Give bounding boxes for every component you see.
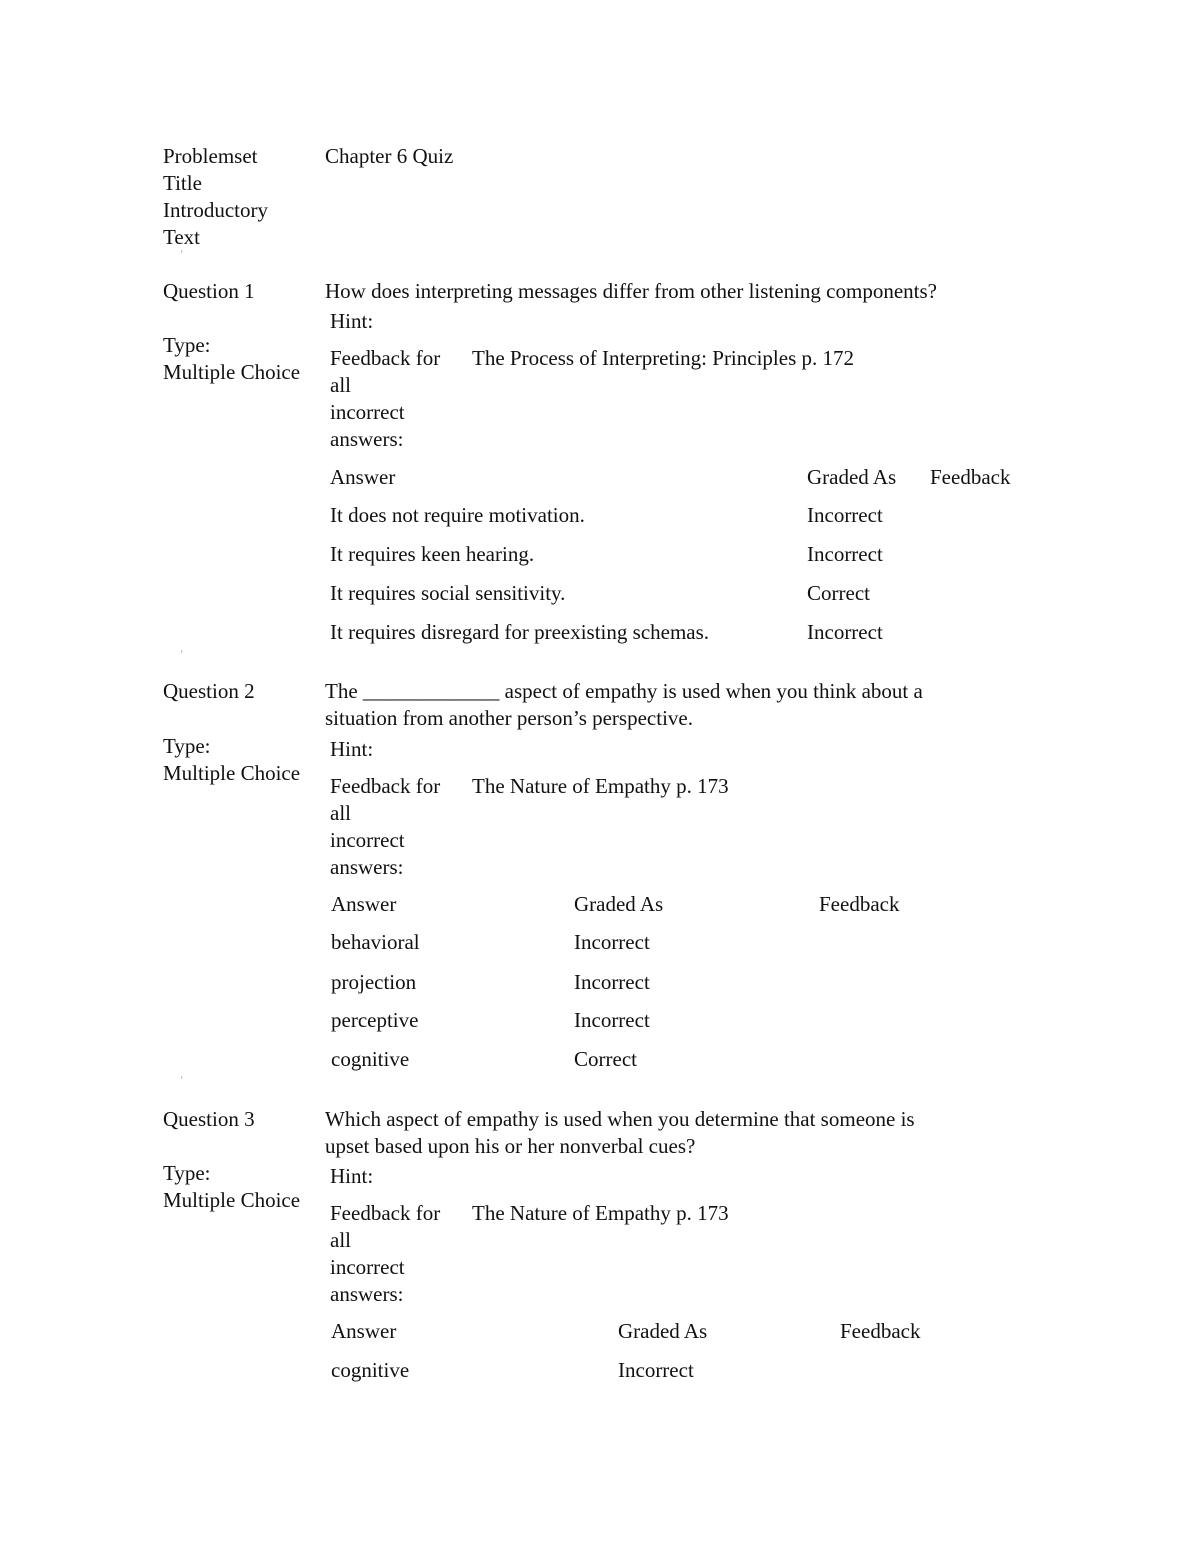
page-mark: ' — [181, 1075, 183, 1085]
col-graded-header: Graded As — [574, 892, 664, 916]
graded-as: Incorrect — [807, 620, 883, 644]
answer-text: cognitive — [331, 1358, 410, 1382]
col-answer-header: Answer — [331, 892, 397, 916]
hint-label: Hint: — [330, 737, 374, 761]
question-text: The _____________ aspect of empathy is used when you think about a situation from another person’s perspective. — [325, 679, 923, 730]
answer-text: perceptive — [331, 1008, 419, 1032]
answer-text: It requires keen hearing. — [330, 542, 535, 566]
graded-as: Correct — [807, 581, 870, 605]
col-answer-header: Answer — [331, 1319, 397, 1343]
col-feedback-header: Feedback — [819, 892, 900, 916]
question-type-value: Multiple Choice — [163, 761, 301, 785]
feedback-value: The Nature of Empathy p. 173 — [472, 1201, 729, 1225]
feedback-label: Feedback for all incorrect answers: — [330, 774, 441, 879]
answer-text: projection — [331, 970, 417, 994]
graded-as: Correct — [574, 1047, 637, 1071]
answer-text: cognitive — [331, 1047, 410, 1071]
question-label: Question 1 — [163, 279, 255, 303]
page-mark: ' — [181, 649, 183, 659]
col-feedback-header: Feedback — [840, 1319, 921, 1343]
answer-text: It requires social sensitivity. — [330, 581, 566, 605]
feedback-label: Feedback for all incorrect answers: — [330, 1201, 441, 1306]
graded-as: Incorrect — [574, 1008, 650, 1032]
problemset-title-value: Chapter 6 Quiz — [325, 144, 454, 168]
feedback-value: The Nature of Empathy p. 173 — [472, 774, 729, 798]
hint-label: Hint: — [330, 1164, 374, 1188]
question-type-label: Type: — [163, 1161, 211, 1185]
graded-as: Incorrect — [574, 930, 650, 954]
feedback-label: Feedback for all incorrect answers: — [330, 346, 441, 451]
graded-as: Incorrect — [574, 970, 650, 994]
col-graded-header: Graded As — [807, 465, 897, 489]
page-mark: ' — [181, 249, 183, 259]
question-label: Question 3 — [163, 1107, 255, 1131]
answer-text: It requires disregard for preexisting schemas. — [330, 620, 710, 644]
graded-as: Incorrect — [807, 503, 883, 527]
feedback-value: The Process of Interpreting: Principles p. 172 — [472, 346, 854, 370]
question-label: Question 2 — [163, 679, 255, 703]
problemset-title-label: Problemset Title Introductory Text — [163, 144, 268, 249]
graded-as: Incorrect — [807, 542, 883, 566]
question-type-value: Multiple Choice — [163, 1188, 301, 1212]
col-graded-header: Graded As — [618, 1319, 708, 1343]
graded-as: Incorrect — [618, 1358, 694, 1382]
col-feedback-header: Feedback — [930, 465, 1011, 489]
question-type-value: Multiple Choice — [163, 360, 301, 384]
question-text: How does interpreting messages differ from other listening components? — [325, 279, 937, 303]
answer-text: behavioral — [331, 930, 420, 954]
hint-label: Hint: — [330, 309, 374, 333]
question-text: Which aspect of empathy is used when you determine that someone is upset based upon his or her nonverbal cues? — [325, 1107, 915, 1158]
col-answer-header: Answer — [330, 465, 396, 489]
question-type-label: Type: — [163, 734, 211, 758]
question-type-label: Type: — [163, 333, 211, 357]
answer-text: It does not require motivation. — [330, 503, 585, 527]
